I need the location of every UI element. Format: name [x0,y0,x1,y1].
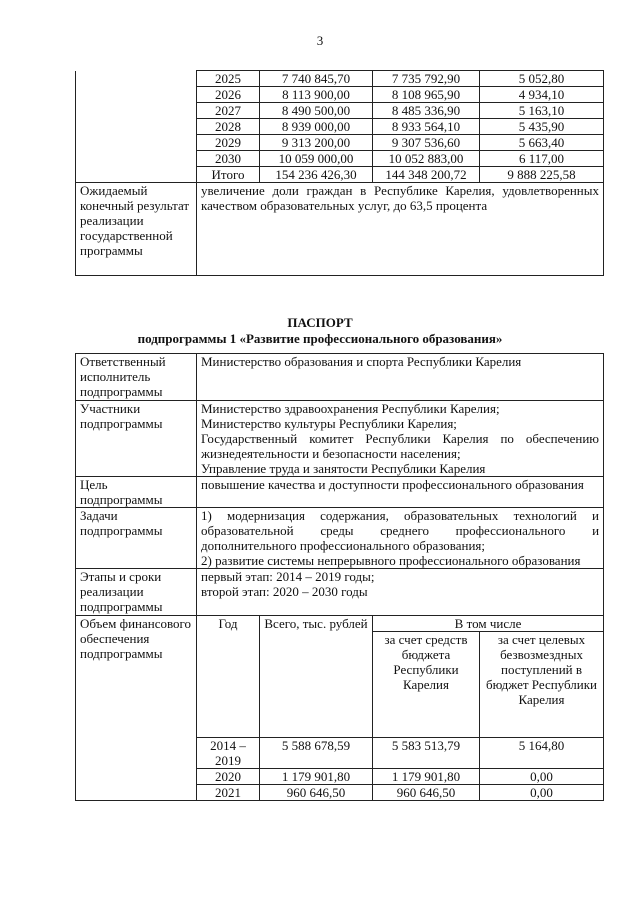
tasks-list [197,508,604,569]
responsible-label: Ответственный исполнитель подпрограммы [76,354,197,401]
budget-cell: 9 307 536,60 [373,135,480,151]
targeted-cell: 5 435,90 [480,119,604,135]
list-item: первый этап: 2014 – 2019 годы; [201,569,375,584]
passport-subtitle: подпрограммы 1 «Развитие профессионального образования» [137,331,503,346]
goal-row [76,477,604,508]
year-cell: 2029 [197,135,260,151]
responsible-row [76,354,604,401]
total-cell: 8 113 900,00 [260,87,373,103]
targeted-cell: 0,00 [480,785,604,801]
participants-list [197,401,604,477]
page-number: 3 [316,33,324,48]
goal-label: Цель подпрограммы [76,477,197,508]
tasks-row [76,508,604,569]
stages-row [76,569,604,616]
year-cell: 2020 [197,769,260,785]
list-item: 1) модернизация содержания, образовательных технологий и образовательной среды среднего профессионального и дополнительного профессионального образования; [201,508,600,553]
year-cell: 2028 [197,119,260,135]
total-cell: 960 646,50 [260,785,373,801]
targeted-cell: 4 934,10 [480,87,604,103]
total-cell: 1 179 901,80 [260,769,373,785]
targeted-cell: 6 117,00 [480,151,604,167]
list-item: второй этап: 2020 – 2030 годы [201,584,368,599]
year-cell: 2030 [197,151,260,167]
budget-cell: 10 052 883,00 [373,151,480,167]
participants-label: Участники подпрограммы [76,401,197,477]
passport-heading [0,315,640,347]
total-cell: 154 236 426,30 [260,167,373,183]
stages-label: Этапы и сроки реализации подпрограммы [76,569,197,616]
expected-result-text: увеличение доли граждан в Республике Карелия, удовлетворенных качеством образовательных услуг, до 63,5 процента [197,183,604,276]
empty-label-cell [76,71,197,183]
list-item: Министерство здравоохранения Республики Карелия; [201,401,500,416]
list-item: Министерство культуры Республики Карелия; [201,416,457,431]
budget-cell: 144 348 200,72 [373,167,480,183]
finance-header-targeted: за счет целевых безвозмездных поступлений в бюджет Республики Карелия [480,632,604,738]
budget-cell: 8 108 965,90 [373,87,480,103]
year-cell: 2021 [197,785,260,801]
finance-header-including: В том числе [373,616,604,632]
budget-cell: 5 583 513,79 [373,738,480,769]
targeted-cell: 5 163,10 [480,103,604,119]
targeted-cell: 5 052,80 [480,71,604,87]
finance-header-total: Всего, тыс. рублей [260,616,373,738]
tasks-label: Задачи подпрограммы [76,508,197,569]
year-cell: 2026 [197,87,260,103]
targeted-cell: 0,00 [480,769,604,785]
year-cell: Итого [197,167,260,183]
total-cell: 8 490 500,00 [260,103,373,119]
total-cell: 10 059 000,00 [260,151,373,167]
finance-label: Объем финансового обеспечения подпрограммы [76,616,197,801]
year-cell: 2014 – 2019 [197,738,260,769]
total-cell: 9 313 200,00 [260,135,373,151]
targeted-cell: 9 888 225,58 [480,167,604,183]
targeted-cell: 5 663,40 [480,135,604,151]
participants-row [76,401,604,477]
year-cell: 2025 [197,71,260,87]
expected-result-label: Ожидаемый конечный результат реализации государственной программы [76,183,197,276]
finance-header-budget: за счет средств бюджета Республики Карелия [373,632,480,738]
total-cell: 8 939 000,00 [260,119,373,135]
program-finance-table [75,70,604,276]
goal-text: повышение качества и доступности профессионального образования [197,477,604,508]
year-cell: 2027 [197,103,260,119]
targeted-cell: 5 164,80 [480,738,604,769]
budget-cell: 8 485 336,90 [373,103,480,119]
responsible-text: Министерство образования и спорта Республики Карелия [197,354,604,401]
list-item: Государственный комитет Республики Карелия по обеспечению жизнедеятельности и безопасности населения; [201,431,600,461]
budget-cell: 7 735 792,90 [373,71,480,87]
expected-result-row [76,183,604,276]
total-cell: 7 740 845,70 [260,71,373,87]
budget-cell: 960 646,50 [373,785,480,801]
stages-list [197,569,604,616]
finance-header-row [76,616,604,632]
passport-table [75,353,604,801]
table-row [76,71,604,87]
list-item: 2) развитие системы непрерывного профессионального образования [201,553,581,568]
list-item: Управление труда и занятости Республики Карелия [201,461,486,476]
budget-cell: 1 179 901,80 [373,769,480,785]
total-cell: 5 588 678,59 [260,738,373,769]
budget-cell: 8 933 564,10 [373,119,480,135]
passport-title: ПАСПОРТ [287,315,353,330]
finance-header-year: Год [197,616,260,738]
